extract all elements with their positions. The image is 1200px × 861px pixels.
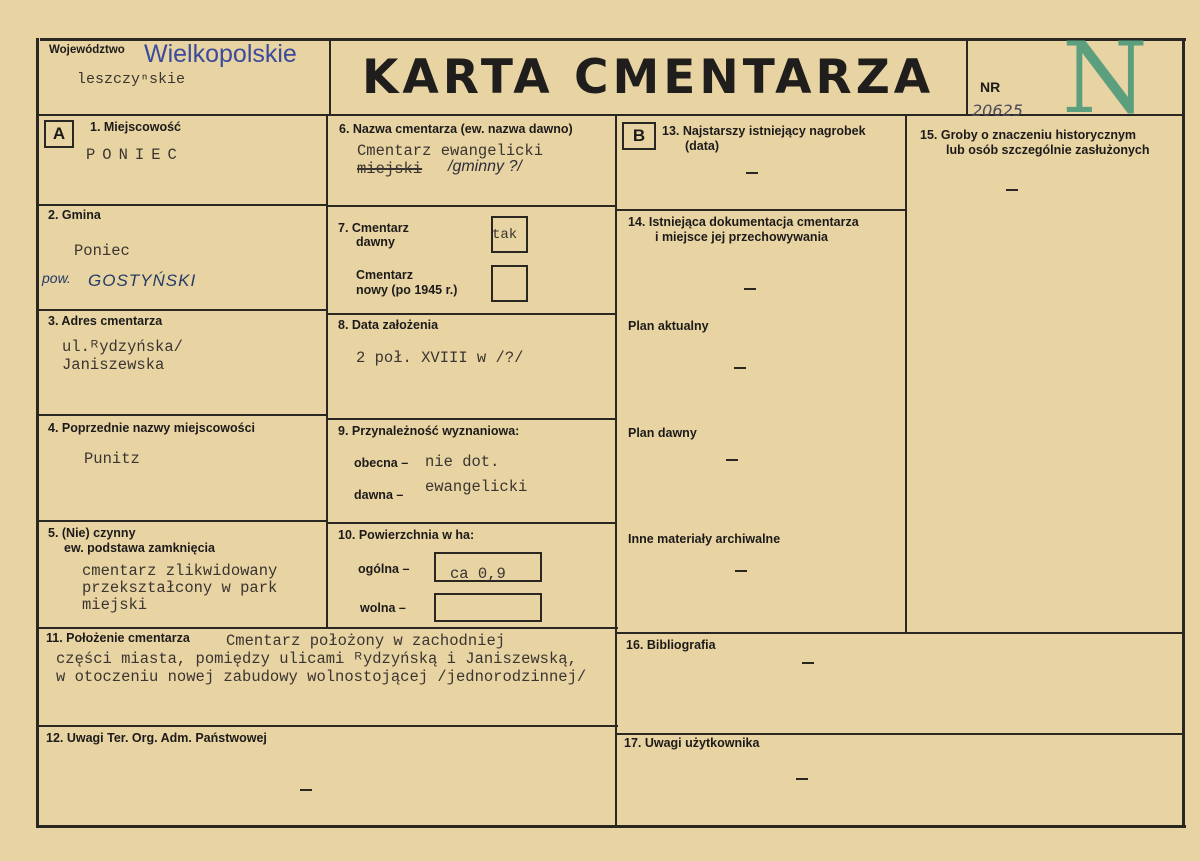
row-line-17: [617, 733, 1185, 735]
field-17-empty-dash: [796, 778, 808, 780]
field-11-line-2: części miasta, pomiędzy ulicami ᴿydzyńską i Janiszewską,: [56, 650, 577, 668]
field-9-label: 9. Przynależność wyznaniowa:: [338, 424, 520, 438]
plan-aktualny-dash: [734, 367, 746, 369]
row-line-a1: [38, 204, 328, 206]
field-14-label-1: 14. Istniejąca dokumentacja cmentarza: [628, 215, 859, 229]
row-line-a3: [38, 414, 328, 416]
row-line-c1: [617, 209, 907, 211]
field-7-label-1: 7. Cmentarz: [338, 221, 409, 235]
plan-aktualny-label: Plan aktualny: [628, 319, 709, 333]
field-5-line-3: miejski: [82, 596, 148, 614]
col-divider-2: [615, 114, 617, 826]
card-border-bottom: [36, 825, 1186, 828]
header-nr-divider: [966, 38, 968, 116]
field-1-value: PONIEC: [86, 146, 184, 164]
field-4-label: 4. Poprzednie nazwy miejscowości: [48, 421, 256, 435]
field-2-value: Poniec: [74, 242, 130, 260]
row-line-b2: [327, 313, 617, 315]
field-5-label-2: ew. podstawa zamknięcia: [64, 541, 215, 555]
field-10-wolna-box: [434, 593, 542, 622]
field-7-dawny-value: tak: [492, 227, 518, 243]
old-voivodeship: leszczyⁿskie: [77, 71, 186, 88]
field-2-label: 2. Gmina: [48, 208, 101, 222]
plan-dawny-label: Plan dawny: [628, 426, 697, 440]
field-9-obecna-value: nie dot.: [425, 453, 500, 471]
row-line-b4: [327, 522, 617, 524]
field-10-label: 10. Powierzchnia w ha:: [338, 528, 475, 542]
header-left-divider: [329, 38, 331, 116]
field-6-struck: miejski: [357, 160, 423, 178]
field-7-label-2: dawny: [356, 235, 395, 249]
col-divider-1: [326, 114, 328, 628]
field-15-empty-dash: [1006, 189, 1018, 191]
field-15-label-2: lub osób szczególnie zasłużonych: [946, 143, 1150, 157]
field-2-pow-value: GOSTYŃSKI: [88, 271, 197, 290]
row-line-11: [38, 627, 618, 629]
field-8-label: 8. Data założenia: [338, 318, 439, 332]
field-13-label-2: (data): [685, 139, 720, 153]
field-3-label: 3. Adres cmentarza: [48, 314, 163, 328]
field-3-line-1: ul.ᴿydzyńska/: [62, 338, 183, 356]
green-letter-mark: N: [1062, 22, 1148, 136]
nr-label: NR: [980, 79, 1001, 95]
field-10-wolna-label: wolna –: [360, 601, 406, 615]
field-11-line-1: Cmentarz położony w zachodniej: [226, 632, 506, 650]
field-7-new-label-2: nowy (po 1945 r.): [356, 283, 458, 297]
wojewodztwo-label: Województwo: [49, 44, 125, 56]
field-7-new-label-1: Cmentarz: [356, 268, 413, 282]
field-9-dawna-value: ewangelicki: [425, 478, 528, 496]
field-1-label: 1. Miejscowość: [90, 120, 182, 134]
card-border-right: [1182, 38, 1185, 828]
field-16-empty-dash: [802, 662, 814, 664]
row-line-a4: [38, 520, 328, 522]
wojewodztwo-stamp: Wielkopolskie: [144, 40, 297, 68]
field-10-ogolna-label: ogólna –: [358, 562, 410, 576]
field-10-ogolna-value: ca 0,9: [450, 565, 506, 583]
field-5-line-2: przekształcony w park: [82, 579, 278, 597]
field-14-label-2: i miejsce jej przechowywania: [655, 230, 828, 244]
field-12-empty-dash: [300, 789, 312, 791]
field-7-new-box: [491, 265, 528, 302]
field-15-label-1: 15. Groby o znaczeniu historycznym: [920, 128, 1137, 142]
field-13-label-1: 13. Najstarszy istniejący nagrobek: [662, 124, 866, 138]
field-11-line-3: w otoczeniu nowej zabudowy wolnostojącej /jednorodzinnej/: [56, 668, 587, 686]
row-line-b1: [327, 205, 617, 207]
col-divider-3: [905, 114, 907, 632]
field-6-line-1: Cmentarz ewangelicki: [357, 142, 544, 160]
field-9-obecna-label: obecna –: [354, 456, 409, 470]
field-11-label: 11. Położenie cmentarza: [46, 631, 190, 645]
row-line-16: [617, 632, 1185, 634]
field-5-line-1: cmentarz zlikwidowany: [82, 562, 278, 580]
field-4-value: Punitz: [84, 450, 140, 468]
field-6-hand: /gminny ?/: [448, 158, 522, 175]
field-12-label: 12. Uwagi Ter. Org. Adm. Państwowej: [46, 731, 267, 745]
field-13-empty-dash: [746, 172, 758, 174]
card-title: KARTA CMENTARZA: [362, 50, 935, 105]
field-5-label-1: 5. (Nie) czynny: [48, 526, 136, 540]
row-line-a2: [38, 309, 328, 311]
row-line-12: [38, 725, 618, 727]
field-2-pow-prefix: pow.: [42, 270, 71, 286]
plan-dawny-dash: [726, 459, 738, 461]
field-6-label: 6. Nazwa cmentarza (ew. nazwa dawno): [339, 122, 573, 136]
section-b-marker: B: [622, 122, 656, 150]
field-9-dawna-label: dawna –: [354, 488, 404, 502]
field-8-value: 2 poł. XVIII w /?/: [356, 349, 524, 367]
row-line-b3: [327, 418, 617, 420]
section-a-marker: A: [44, 120, 74, 148]
field-3-line-2: Janiszewska: [62, 356, 165, 374]
inne-materialy-label: Inne materiały archiwalne: [628, 532, 781, 546]
card-border-left: [36, 38, 39, 828]
nr-value: 20625: [972, 101, 1023, 120]
inne-materialy-dash: [735, 570, 747, 572]
field-16-label: 16. Bibliografia: [626, 638, 716, 652]
field-17-label: 17. Uwagi użytkownika: [624, 736, 760, 750]
field-14-empty-dash: [744, 288, 756, 290]
